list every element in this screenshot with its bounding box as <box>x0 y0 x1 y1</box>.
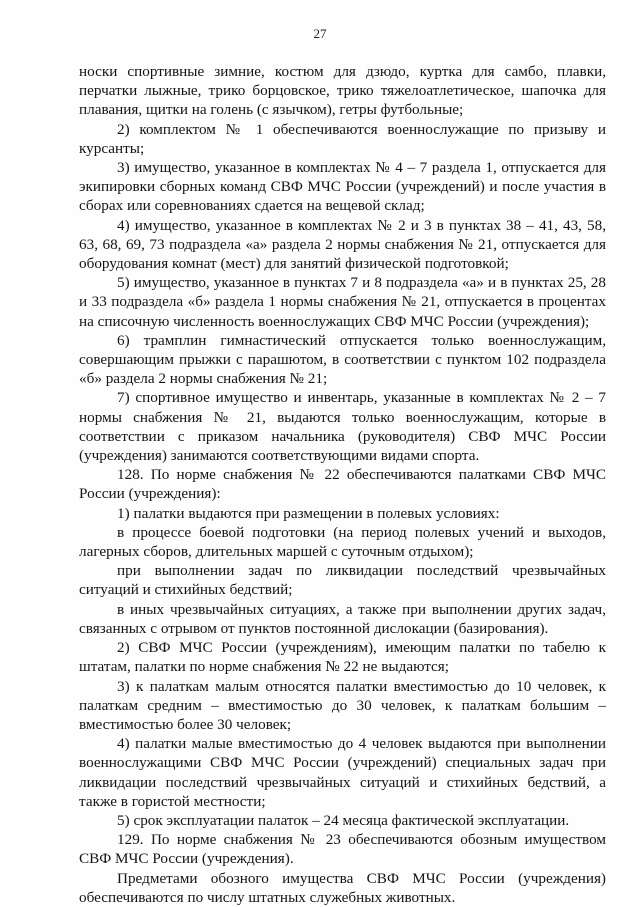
paragraph-129: 129. По норме снабжения № 23 обеспечиваются обозным имуществом СВФ МЧС России (учреждения). <box>79 831 606 868</box>
paragraph-item-6: 6) трамплин гимнастический отпускается только военнослужащим, совершающим прыжки с парашютом, в соответствии с пунктом 102 подраздела «б» раздела 2 нормы снабжения № 21; <box>79 331 606 388</box>
paragraph-128-item-1: 1) палатки выдаются при размещении в полевых условиях: <box>117 504 500 522</box>
paragraph-128-item-5: 5) срок эксплуатации палаток – 24 месяца фактической эксплуатации. <box>117 811 570 829</box>
paragraph-item-7: 7) спортивное имущество и инвентарь, указанные в комплектах № 2 – 7 нормы снабжения № 21, выдаются только военнослужащим, которые в соответствии с приказом начальника (руководителя) СВФ МЧС России (учреждения) занимаются соответствующими видами спорта. <box>79 389 606 465</box>
paragraph-128-item-4: 4) палатки малые вместимостью до 4 человек выдаются при выполнении военнослужащими СВФ МЧС России (учреждений) специальных задач при ликвидации последствий чрезвычайных ситуаций и стихийных бедствий, а также в гористой местности; <box>79 735 606 810</box>
document-body <box>79 62 606 907</box>
paragraph-128-item-2: 2) СВФ МЧС России (учреждениям), имеющим палатки по табелю к штатам, палатки по норме снабжения № 22 не выдаются; <box>79 639 606 676</box>
paragraph-128-item-1b: при выполнении задач по ликвидации последствий чрезвычайных ситуаций и стихийных бедствий; <box>79 562 606 599</box>
paragraph-128: 128. По норме снабжения № 22 обеспечиваются палатками СВФ МЧС России (учреждения): <box>79 466 606 503</box>
paragraph-item-2: 2) комплектом № 1 обеспечиваются военнослужащие по призыву и курсанты; <box>79 120 606 157</box>
paragraph-item-5: 5) имущество, указанное в пунктах 7 и 8 подраздела «а» и в пунктах 25, 28 и 33 подраздела «б» раздела 1 нормы снабжения № 21, отпускается в процентах на списочную численность военнослужащих СВФ МЧС России (учреждения); <box>79 274 606 330</box>
page-number: 27 <box>313 26 327 41</box>
paragraph-129-note: Предметами обозного имущества СВФ МЧС России (учреждения) обеспечиваются по числу штатных служебных животных. <box>79 869 606 906</box>
paragraph-128-item-3: 3) к палаткам малым относятся палатки вместимостью до 10 человек, к палаткам средним – вместимостью до 30 человек, к палаткам большим – вместимостью более 30 человек; <box>79 677 606 733</box>
paragraph-continuation: носки спортивные зимние, костюм для дзюдо, куртка для самбо, плавки, перчатки лыжные, трико борцовское, трико тяжелоатлетическое, шапочка для плавания, щитки на голень (с язычком), гетры футбольные; <box>79 63 606 119</box>
paragraph-128-item-1a: в процессе боевой подготовки (на период полевых учений и выходов, лагерных сборов, длительных маршей с суточным отдыхом); <box>79 523 606 561</box>
paragraph-128-item-1c: в иных чрезвычайных ситуациях, а также при выполнении других задач, связанных с отрывом от пунктов постоянной дислокации (базирования). <box>79 600 606 637</box>
paragraph-item-3: 3) имущество, указанное в комплектах № 4 – 7 раздела 1, отпускается для экипировки сборных команд СВФ МЧС России (учреждений) и после участия в сборах или соревнованиях сдается на вещевой склад; <box>79 159 606 215</box>
paragraph-item-4: 4) имущество, указанное в комплектах № 2 и 3 в пунктах 38 – 41, 43, 58, 63, 68, 69, 73 подраздела «а» раздела 2 нормы снабжения № 21, отпускается для оборудования комнат (мест) для занятий физической подготовкой; <box>79 216 606 273</box>
